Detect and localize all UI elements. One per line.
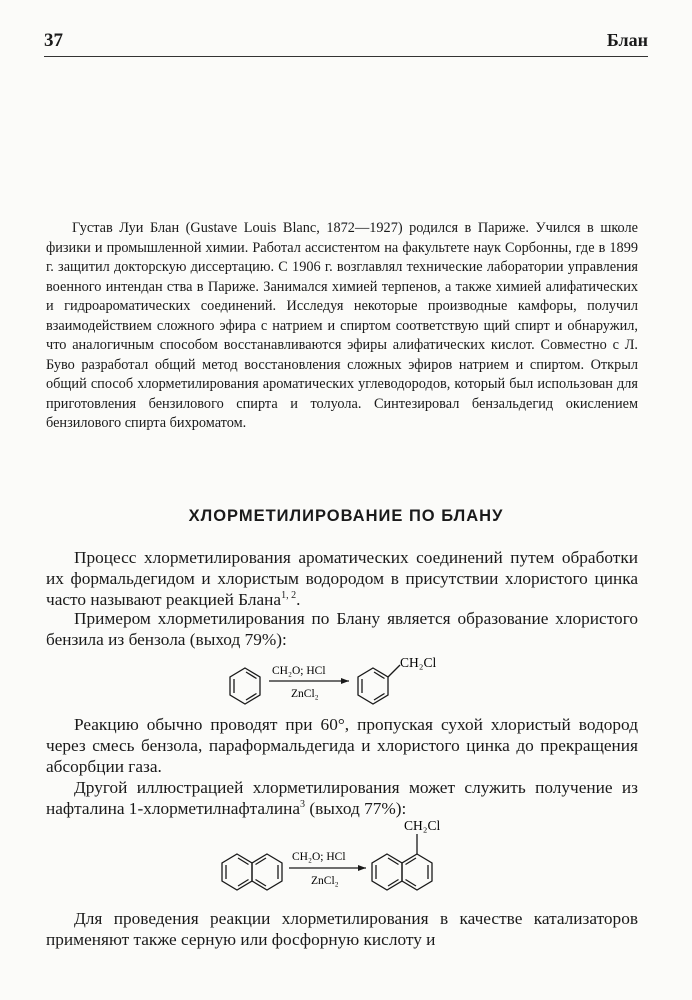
paragraph-intro — [46, 547, 638, 610]
paragraph-example-benzene: Примером хлорметилирования по Блану является образование хлористого бензила из бензола (выход 79%): — [46, 609, 638, 649]
reagent-bottom-label: ZnCl₂ — [311, 875, 339, 887]
paragraph-catalysts: Для проведения реакции хлорметилирования в качестве катализаторов применяют также серную или фосфорную кислоту и — [46, 909, 638, 949]
reaction-arrow — [269, 678, 349, 684]
chloromethylnaphthalene-rings — [372, 834, 432, 890]
substituent-label: CH₂Cl — [400, 655, 437, 670]
header-rule — [44, 56, 648, 57]
reagent-top-label: CH₂O; HCl — [272, 665, 326, 677]
benzyl-chloride-ring — [358, 665, 400, 704]
substituent-label: CH₂Cl — [404, 818, 441, 833]
running-title: Блан — [606, 30, 648, 50]
biography-paragraph: Густав Луи Блан (Gustave Louis Blanc, 1872—1927) родился в Париже. Учился в школе физики и промышленной химии. Работал ассистентом на факультете наук Сорбонны, где в 1899 г. защитил докторскую диссертацию. С 1906 г. возглавлял технические лаборатории управления военного интендан ства в Париже. Занимался химией терпенов, а также химией алифатических и гидроароматических соединений. Исследуя некоторые производные камфоры, получил взаимодействием сложного эфира с натрием и спиртом соответствую щий спирт и обнаружил, что аналогичным способом восстанавливаются эфиры алифатических кислот. Совместно с Л. Буво разработал общий метод восстановления сложных эфиров натрием и спиртом. Открыл общий способ хлорметилирования ароматических углеводородов, который был использован для приготовления бензилового спирта и толуола. Синтезировал бензальдегид окислением бензилового спирта бихроматом. — [46, 220, 638, 431]
reaction-scheme-naphthalene — [218, 812, 468, 902]
reference-marker: 1, 2 — [281, 590, 297, 602]
reference-marker: 3 — [300, 799, 306, 811]
reaction-arrow — [289, 865, 366, 871]
paragraph-intro-end: . — [296, 590, 301, 609]
paragraph-example-naphthalene-end: (выход 77%): — [305, 799, 407, 818]
benzene-ring — [230, 668, 260, 704]
paragraph-example-naphthalene-text: Другой иллюстрацией хлорметилирования может служить получение из нафталина 1-хлорметилнафталина — [46, 778, 638, 818]
paragraph-conditions: Реакцию обычно проводят при 60°, пропуская сухой хлористый водород через смесь бензола, параформальдегида и хлористого цинка до прекращения абсорбции газа. — [46, 715, 638, 776]
reaction-scheme-benzene — [225, 650, 465, 714]
reagent-bottom-label: ZnCl₂ — [291, 688, 319, 700]
reagent-top-label: CH₂O; HCl — [292, 851, 346, 863]
page-header — [44, 30, 648, 54]
paragraph-intro-text: Процесс хлорметилирования ароматических соединений путем обработки их формальдегидом и хлористым водородом в присутствии хлористого цинка часто называют реакцией Блана — [46, 548, 638, 609]
page-number: 37 — [44, 30, 63, 51]
naphthalene-rings — [222, 854, 282, 890]
section-title: ХЛОРМЕТИЛИРОВАНИЕ ПО БЛАНУ — [188, 507, 504, 525]
